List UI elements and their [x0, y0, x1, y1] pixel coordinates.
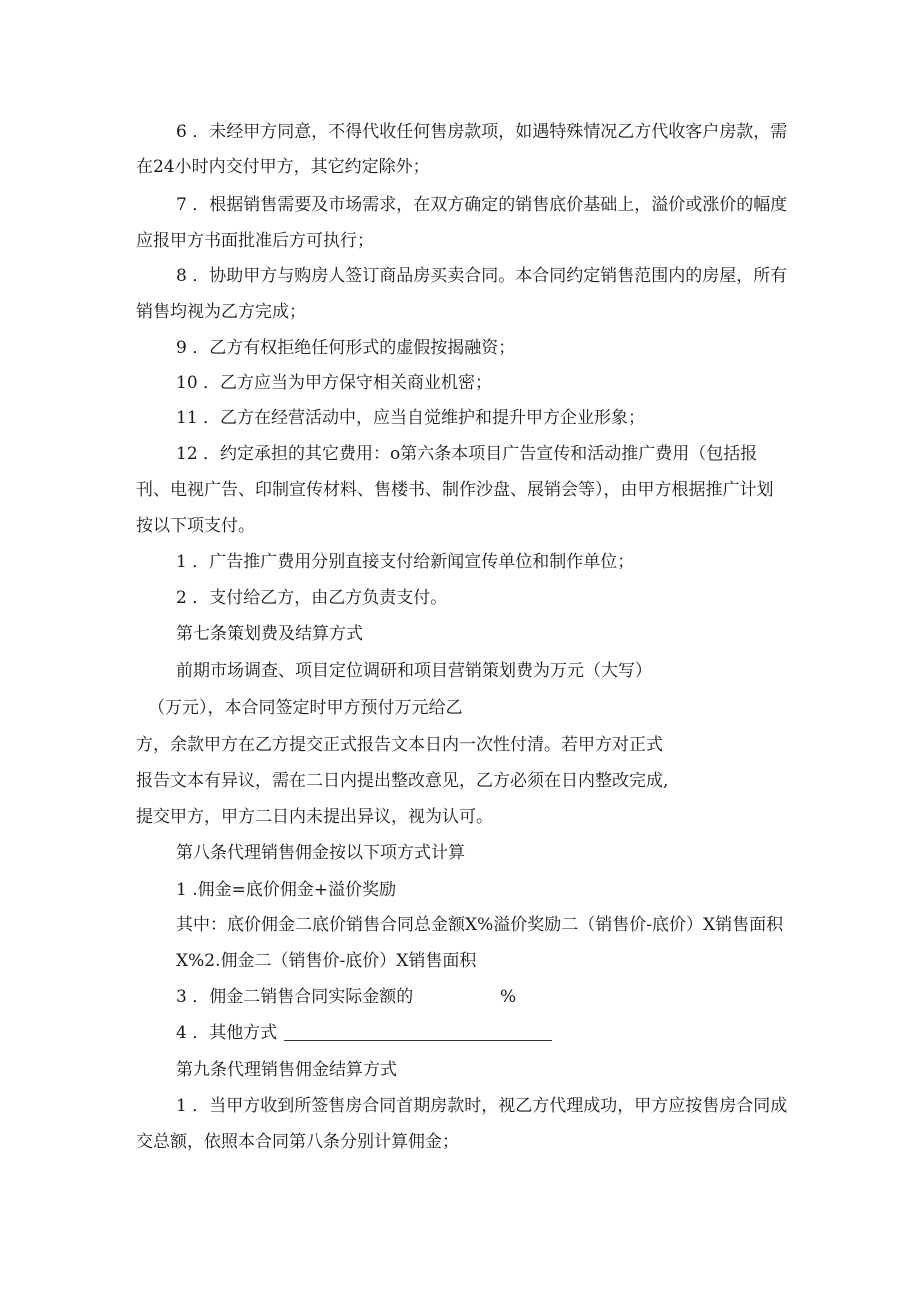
text-line: 8 ．协助甲方与购房人签订商品房买卖合同。本合同约定销售范围内的房屋，所有	[176, 266, 788, 286]
text-line: 10 ．乙方应当为甲方保守相关商业机密；	[176, 373, 493, 393]
text-line: 销售均视为乙方完成；	[136, 302, 306, 322]
text-line: X%2.佣金二（销售价-底价）X销售面积	[176, 951, 477, 971]
text-line: 11 ．乙方在经营活动中，应当自觉维护和提升甲方企业形象；	[176, 408, 646, 428]
text-line: 提交甲方，甲方二日内未提出异议，视为认可。	[136, 807, 493, 827]
text-line: 1 .佣金=底价佣金+溢价奖励	[176, 880, 397, 900]
text-line: 7 ．根据销售需要及市场需求，在双方确定的销售底价基础上，溢价或涨价的幅度	[176, 195, 788, 215]
text-line: 应报甲方书面批准后方可执行；	[136, 231, 374, 251]
text-line: 报告文本有异议，需在二日内提出整改意见，乙方必须在日内整改完成,	[136, 771, 669, 791]
section-heading: 第九条代理销售佣金结算方式	[176, 1060, 397, 1080]
text-line: 4 ．其他方式	[176, 1023, 278, 1043]
percent-sign: %	[500, 987, 517, 1007]
text-line: 1 ．当甲方收到所签售房合同首期房款时，视乙方代理成功，甲方应按售房合同成	[176, 1096, 788, 1116]
text-line: （万元），本合同签定时甲方预付万元给乙	[148, 698, 463, 718]
text-line: 12 ．约定承担的其它费用：o第六条本项目广告宣传和活动推广费用（包括报	[176, 444, 758, 464]
text-line: 按以下项支付。	[136, 516, 255, 536]
text-line: 刊、电视广告、印制宣传材料、售楼书、制作沙盘、展销会等），由甲方根据推广计划	[136, 480, 774, 500]
section-heading: 第八条代理销售佣金按以下项方式计算	[176, 843, 465, 863]
text-line: 在24小时内交付甲方，其它约定除外；	[136, 157, 430, 177]
blank-fill-line	[284, 1040, 552, 1041]
text-line: 6 ．未经甲方同意，不得代收任何售房款项，如遇特殊情况乙方代收客户房款，需	[176, 122, 788, 142]
text-line: 9 ．乙方有权拒绝任何形式的虚假按揭融资；	[176, 338, 516, 358]
text-line: 其中：底价佣金二底价销售合同总金额X%溢价奖励二（销售价-底价）X销售面积	[176, 915, 784, 935]
text-line: 2 ．支付给乙方，由乙方负责支付。	[176, 588, 448, 608]
text-line: 前期市场调查、项目定位调研和项目营销策划费为万元（大写）	[176, 661, 652, 681]
text-line: 交总额，依照本合同第八条分别计算佣金；	[136, 1132, 459, 1152]
text-line: 方，余款甲方在乙方提交正式报告文本日内一次性付清。若甲方对正式	[136, 735, 663, 755]
section-heading: 第七条策划费及结算方式	[176, 624, 363, 644]
text-line: 3 ．佣金二销售合同实际金额的	[176, 987, 414, 1007]
text-line: 1 ．广告推广费用分别直接支付给新闻宣传单位和制作单位；	[176, 552, 635, 572]
